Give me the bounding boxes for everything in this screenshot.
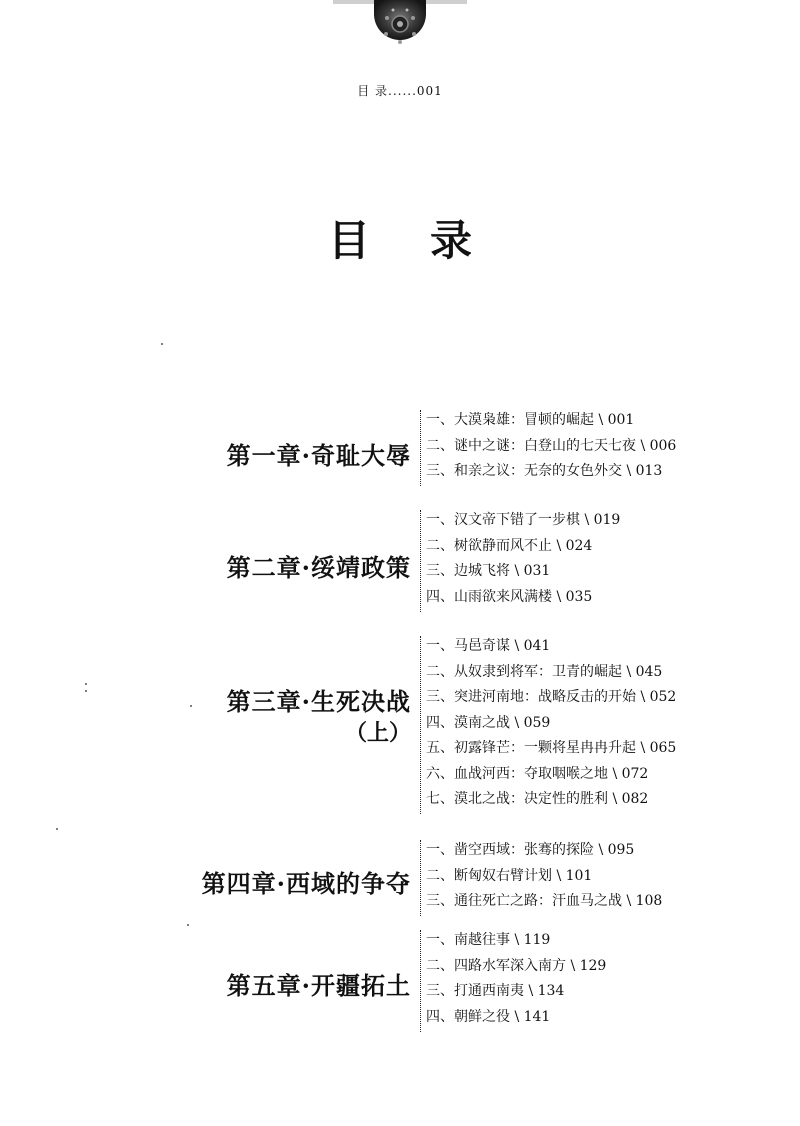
- divider: [420, 636, 421, 814]
- section-list: [426, 508, 620, 610]
- chapter-title: 第三章·生死决战: [226, 687, 411, 716]
- chapter-title: 第四章·西域的争夺: [201, 869, 411, 898]
- page-title: 目录: [327, 216, 532, 265]
- divider: [420, 410, 421, 486]
- scan-speck: [85, 683, 87, 685]
- list-item: 一、南越往事 \ 119: [426, 932, 551, 948]
- list-item: 六、血战河西：夺取咽喉之地 \ 072: [426, 765, 649, 782]
- chapter-title: 第一章·奇耻大辱: [226, 441, 411, 470]
- list-item: 一、凿空西域：张骞的探险 \ 095: [426, 842, 635, 858]
- section-list: [426, 838, 662, 915]
- scan-speck: [161, 343, 163, 345]
- bronze-mirror-icon: [373, 0, 427, 56]
- list-item: 三、和亲之议：无奈的女色外交 \ 013: [426, 463, 663, 479]
- list-item: 四、山雨欲来风满楼 \ 035: [426, 588, 593, 605]
- scan-speck: [190, 705, 192, 707]
- list-item: 一、汉文帝下错了一步棋 \ 019: [426, 512, 621, 528]
- list-item: 四、朝鲜之役 \ 141: [426, 1008, 551, 1025]
- list-item: 二、四路水军深入南方 \ 129: [426, 957, 607, 974]
- list-item: 一、马邑奇谋 \ 041: [426, 638, 551, 654]
- list-item: 二、谜中之谜：白登山的七天七夜 \ 006: [426, 437, 677, 454]
- list-item: 二、断匈奴右臂计划 \ 101: [426, 867, 593, 884]
- section-list: [426, 408, 676, 485]
- divider: [420, 930, 421, 1032]
- list-item: 三、打通西南夷 \ 134: [426, 983, 565, 999]
- list-item: 五、初露锋芒：一颗将星冉冉升起 \ 065: [426, 740, 677, 756]
- section-list: [426, 634, 676, 813]
- scan-speck: [187, 924, 189, 926]
- chapter-title: 第二章·绥靖政策: [226, 553, 411, 582]
- list-item: 三、突进河南地：战略反击的开始 \ 052: [426, 689, 677, 705]
- section-list: [426, 928, 606, 1030]
- list-item: 二、从奴隶到将军：卫青的崛起 \ 045: [426, 663, 663, 680]
- list-item: 三、边城飞将 \ 031: [426, 563, 551, 579]
- list-item: 三、通往死亡之路：汗血马之战 \ 108: [426, 893, 663, 909]
- chapter-subtitle: （上）: [344, 720, 411, 746]
- running-head: 目 录......001: [357, 84, 443, 98]
- scan-speck: [85, 690, 87, 692]
- scan-speck: [56, 828, 58, 830]
- list-item: 七、漠北之战：决定性的胜利 \ 082: [426, 791, 649, 807]
- list-item: 二、树欲静而风不止 \ 024: [426, 537, 593, 554]
- list-item: 四、漠南之战 \ 059: [426, 714, 551, 731]
- list-item: 一、大漠枭雄：冒顿的崛起 \ 001: [426, 412, 635, 428]
- chapter-title: 第五章·开疆拓土: [226, 971, 411, 1000]
- divider: [420, 840, 421, 916]
- divider: [420, 510, 421, 612]
